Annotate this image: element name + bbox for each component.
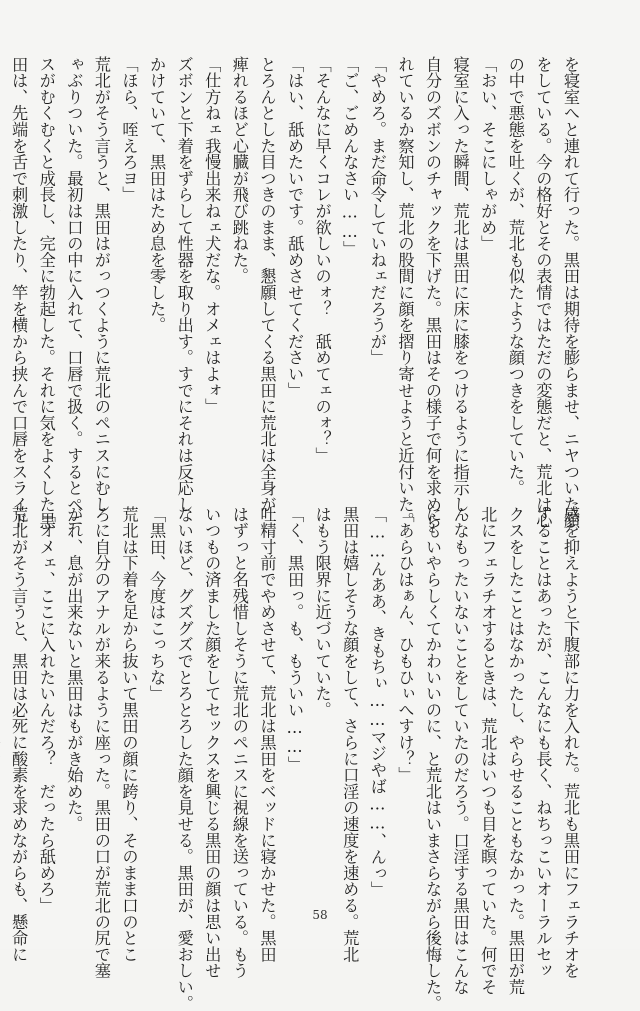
text-line: 荒北は下着を足から抜いて黒田の顔に跨り、そのまま口のとこ xyxy=(119,506,139,963)
text-line: 黒田は嬉しそうな顔をして、さらに口淫の速度を速める。荒北 xyxy=(340,506,360,963)
text-line: 「おい、そこにしゃがめ」 xyxy=(478,56,498,252)
text-line: 田は、先端を舌で刺激したり、竿を横から挟んで口唇をスライド xyxy=(9,56,29,529)
text-line: ズボンと下着をずらして性器を取り出す。すでにそれは反応し xyxy=(174,56,194,513)
text-line xyxy=(0,56,5,444)
text-line: 自分のズボンのチャックを下げた。黒田はその様子で何を求めら xyxy=(423,56,443,529)
text-line: 「……んああ、きもちぃ……マジやば……、んっ」 xyxy=(367,506,387,898)
text-line: 「やめろ。まだ命令していねェだろうが」 xyxy=(367,56,387,366)
page-number: 58 xyxy=(312,908,328,922)
text-line: いつもの済ました顔をしてセックスを興じる黒田の顔は思い出せ xyxy=(202,506,222,979)
text-line: クスをしたことはなかったし、やらせることもなかった。黒田が荒 xyxy=(505,506,525,995)
text-line: とろんとした目つきのまま、懇願してくる黒田に荒北は全身が xyxy=(257,56,277,513)
text-line: 「黒田、今度はこっちな」 xyxy=(147,506,167,702)
text-line: を寝室へと連れて行った。黒田は期待を膨らませ、ニヤついた顔 xyxy=(561,56,580,529)
text-line: 痺れるほど心臓が飛び跳ねた。 xyxy=(229,56,249,285)
text-line: 「仕方ねェ我慢出来ねェ犬だな。オメェはよォ」 xyxy=(202,56,222,415)
text-line: 荒北がそう言うと、黒田はがっつくように荒北のペニスにむし xyxy=(91,56,111,513)
text-line: んなもったいないことをしていたのだろう。口淫する黒田はこんな xyxy=(450,506,470,995)
text-line: はずっと名残惜しそうに荒北のペニスに視線を送っている。もう xyxy=(229,506,249,979)
text-line: 感を抑えようと下腹部に力を入れた。荒北も黒田にフェラチオを xyxy=(561,506,580,979)
text-line: かけていて、黒田はため息を零した。 xyxy=(147,56,167,334)
text-block-upper xyxy=(9,56,584,529)
text-line: 「く、黒田っ。も、もういい……」 xyxy=(285,506,305,773)
text-line: の中で悪態を吐くが、荒北も似たような顔つきをしていた。 xyxy=(505,56,525,497)
text-line: 「はい、舐めたいです。舐めさせてください」 xyxy=(285,56,305,399)
text-line: 寝室に入った瞬間、荒北は黒田に床に膝をつけるように指示し、 xyxy=(450,56,470,529)
text-line: スがむくむくと成長し、完全に勃起した。それに気をよくした黒 xyxy=(36,56,56,529)
text-line: ろに自分のアナルが来るように座った。黒田の口が荒北の尻で塞 xyxy=(91,506,111,979)
text-line: することはあったが、こんなにも長く、ねちっこいオーラルセッ xyxy=(533,506,553,979)
text-line: 北にフェラチオするときは、荒北はいつも目を瞑っていた。何でそ xyxy=(478,506,498,995)
text-line xyxy=(0,506,5,886)
text-line: 「ほら、咥えろヨ」 xyxy=(119,56,139,203)
text-line: 吐精寸前でやめさせて、荒北は黒田をベッドに寝かせた。黒田 xyxy=(257,506,277,963)
text-line: 荒北がそう言うと、黒田は必死に酸素を求めながらも、懸命に xyxy=(9,506,29,963)
text-line: 「あらひはぁん、ひもひぃへすけ？」 xyxy=(395,506,415,784)
text-line: 「そんなに早くコレが欲しいのォ？ 舐めてェのォ？」 xyxy=(312,56,332,464)
text-line: はもう限界に近づいていた。 xyxy=(312,506,332,718)
text-line: をしている。今の格好とその表情ではただの変態だと、荒北は心 xyxy=(533,56,553,529)
text-line: 「ご、ごめんなさい……」 xyxy=(340,56,360,258)
text-line: れているか察知し、荒北の股間に顔を摺り寄せようと近付いた。 xyxy=(395,56,415,529)
text-line: にもいやらしくてかわいいのに、と荒北はいまさらながら後悔した。 xyxy=(423,506,443,1011)
text-line: 「オメェ、ここに入れたいんだろ？ だったら舐めろ」 xyxy=(36,506,56,914)
text-line: がれ、息が出来ないと黒田はもがき始めた。 xyxy=(64,506,84,832)
text-line: ゃぶりついた。最初は口の中に入れて、口唇で扱く。するとペニ xyxy=(64,56,84,529)
text-line: ないほど、グズグズでとろとろした顔を見せる。黒田が、愛おしい。 xyxy=(174,506,194,1011)
